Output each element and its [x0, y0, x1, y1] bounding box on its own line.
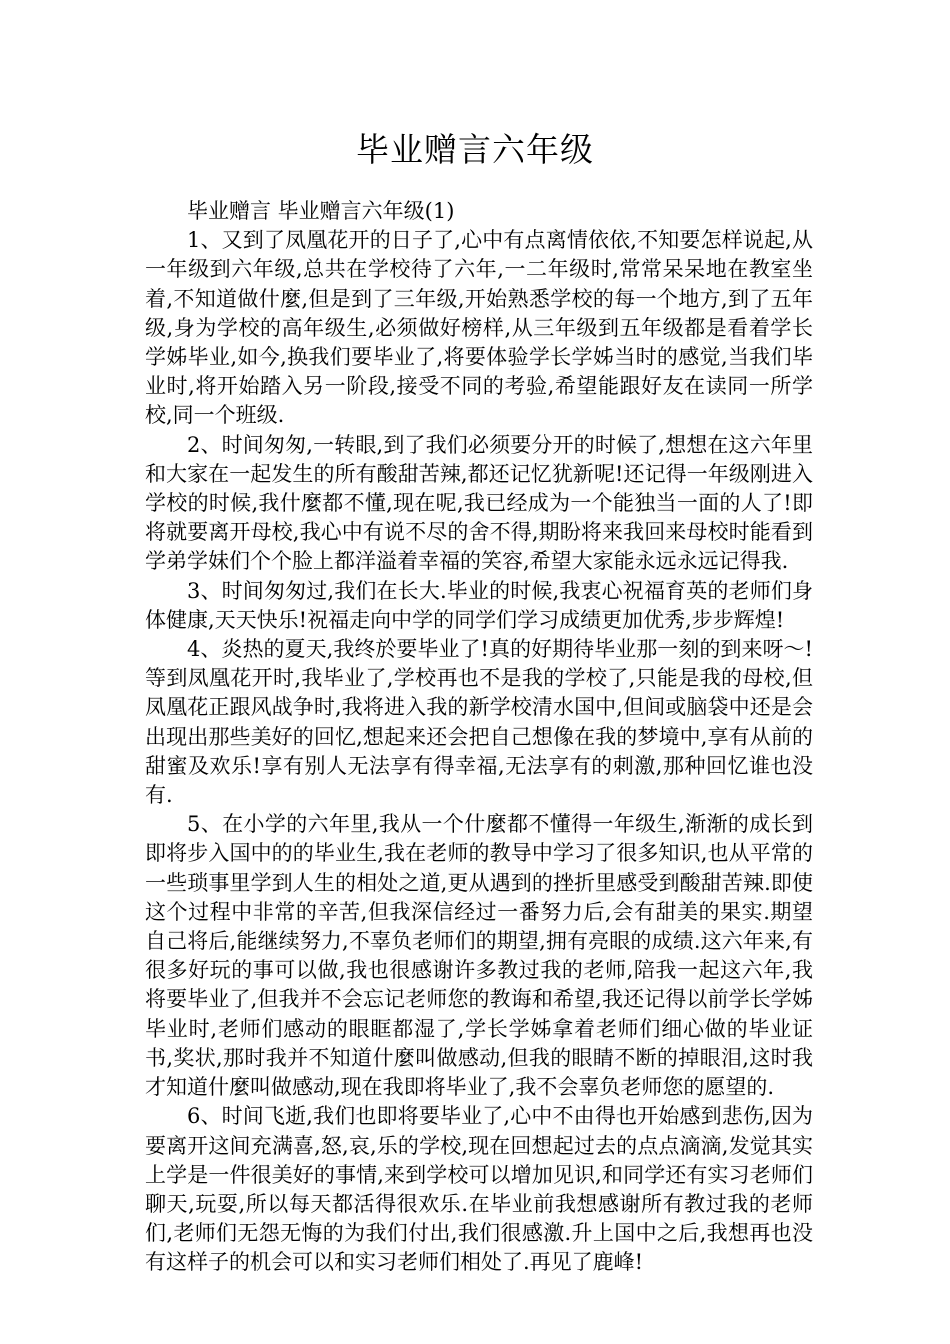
- paragraph-3: 3、时间匆匆过,我们在长大.毕业的时候,我衷心祝福育英的老师们身体健康,天天快乐!祝福走向中学的同学们学习成绩更加优秀,步步辉煌!: [145, 578, 813, 632]
- document-title: 毕业赠言六年级: [356, 130, 594, 169]
- paragraph-6: 6、时间飞逝,我们也即将要毕业了,心中不由得也开始感到悲伤,因为要离开这间充满喜,怒,哀,乐的学校,现在回想起过去的点点滴滴,发觉其实上学是一件很美好的事情,来到学校可以增加见识,和同学还有实习老师们聊天,玩耍,所以每天都活得很欢乐.在毕业前我想感谢所有教过我的老师们,老师们无怨无悔的为我们付出,我们很感激.升上国中之后,我想再也没有这样子的机会可以和实习老师们相处了.再见了鹿峰!: [145, 1104, 813, 1275]
- paragraph-1: 1、又到了凤凰花开的日子了,心中有点离情依依,不知要怎样说起,从一年级到六年级,总共在学校待了六年,一二年级时,常常呆呆地在教室坐着,不知道做什麼,但是到了三年级,开始熟悉学校的每一个地方,到了五年级,身为学校的高年级生,必须做好榜样,从三年级到五年级都是看着学长学姊毕业,如今,换我们要毕业了,将要体验学长学姊当时的感觉,当我们毕业时,将开始踏入另一阶段,接受不同的考验,希望能跟好友在读同一所学校,同一个班级.: [145, 228, 813, 428]
- document-subtitle: 毕业赠言 毕业赠言六年级(1): [187, 199, 455, 223]
- paragraph-5: 5、在小学的六年里,我从一个什麼都不懂得一年级生,渐渐的成长到即将步入国中的的毕业生,我在老师的教导中学习了很多知识,也从平常的一些琐事里学到人生的相处之道,更从遇到的挫折里感受到酸甜苦辣.即使这个过程中非常的辛苦,但我深信经过一番努力后,会有甜美的果实.期望自己将后,能继续努力,不辜负老师们的期望,拥有亮眼的成绩.这六年来,有很多好玩的事可以做,我也很感谢许多教过我的老师,陪我一起这六年,我将要毕业了,但我并不会忘记老师您的教诲和希望,我还记得以前学长学姊毕业时,老师们感动的眼眶都湿了,学长学姊拿着老师们细心做的毕业证书,奖状,那时我并不知道什麼叫做感动,但我的眼睛不断的掉眼泪,这时我才知道什麼叫做感动,现在我即将毕业了,我不会辜负老师您的愿望的.: [145, 812, 813, 1100]
- paragraph-4: 4、炎热的夏天,我终於要毕业了!真的好期待毕业那一刻的到来呀～!等到凤凰花开时,我毕业了,学校再也不是我的学校了,只能是我的母校,但凤凰花正跟风战争时,我将进入我的新学校清水国中,但间或脑袋中还是会出现出那些美好的回忆,想起来还会把自己想像在我的梦境中,享有从前的甜蜜及欢乐!享有别人无法享有得幸福,无法享有的刺激,那种回忆谁也没有.: [145, 637, 813, 808]
- document-body: [145, 197, 813, 1278]
- paragraph-2: 2、时间匆匆,一转眼,到了我们必须要分开的时候了,想想在这六年里和大家在一起发生的所有酸甜苦辣,都还记忆犹新呢!还记得一年级刚进入学校的时候,我什麼都不懂,现在呢,我已经成为一个能独当一面的人了!即将就要离开母校,我心中有说不尽的舍不得,期盼将来我回来母校时能看到学弟学妹们个个脸上都洋溢着幸福的笑容,希望大家能永远永远记得我.: [145, 432, 813, 574]
